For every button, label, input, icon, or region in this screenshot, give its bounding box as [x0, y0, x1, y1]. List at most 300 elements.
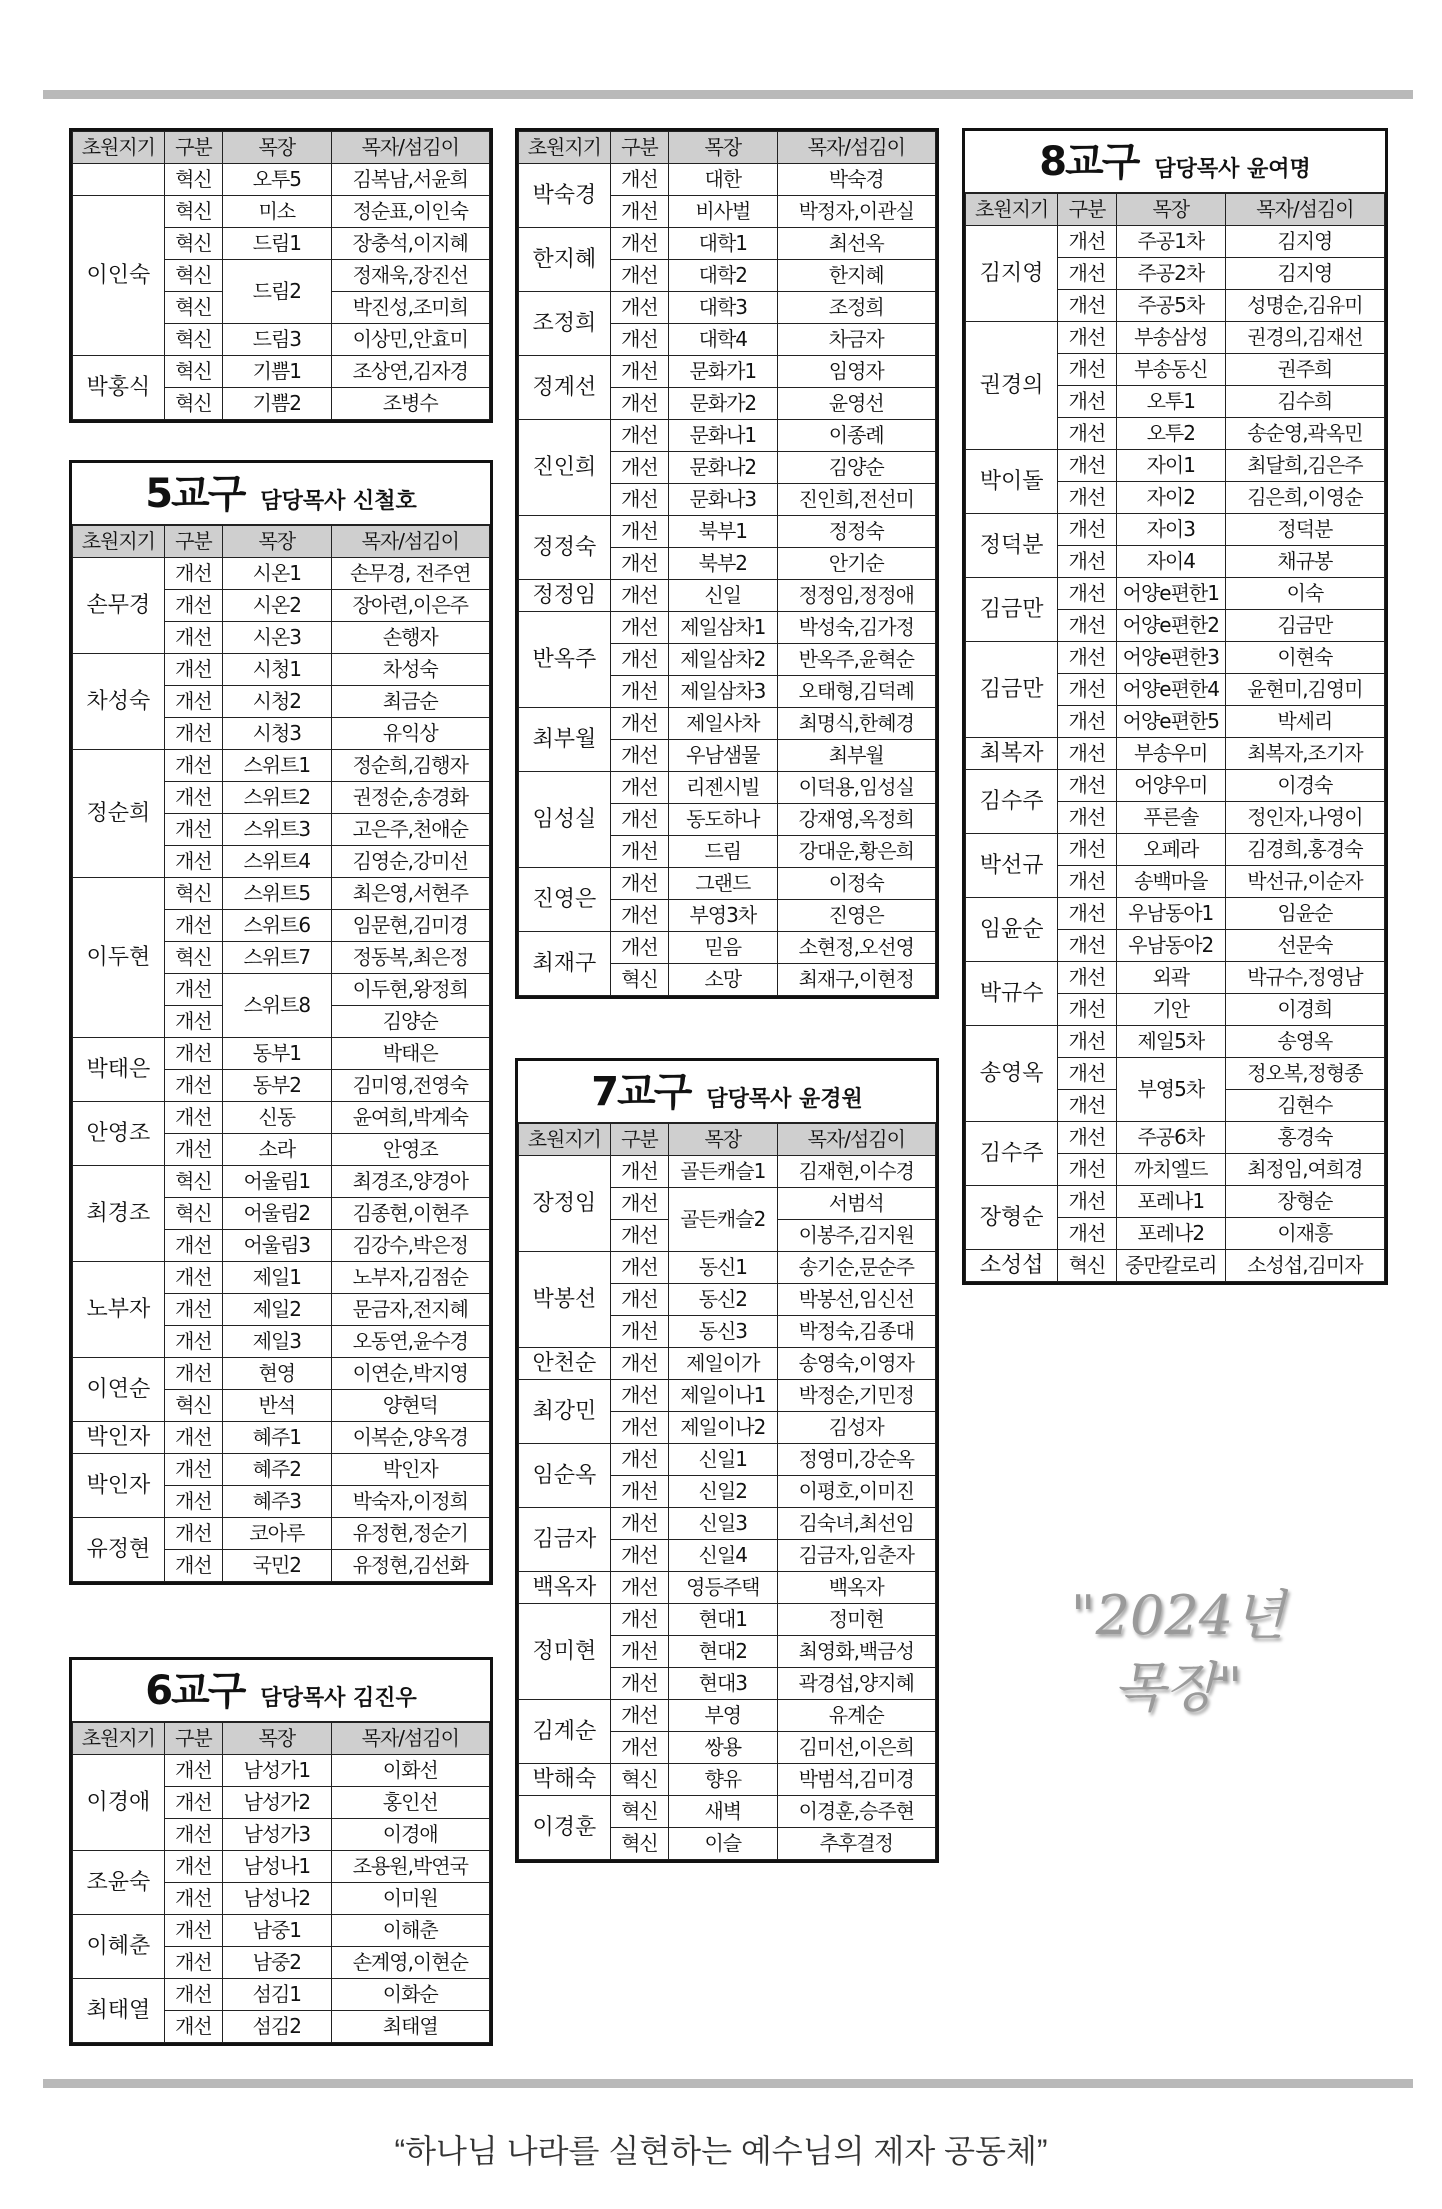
- mokjang-cell: 제일삼차3: [669, 676, 777, 708]
- type-cell: 개선: [610, 612, 668, 644]
- mokjang-cell: 주공5차: [1116, 290, 1225, 322]
- host-cell: 최태열: [331, 2011, 489, 2043]
- type-cell: 개선: [164, 910, 222, 942]
- type-cell: 개선: [164, 590, 222, 622]
- table-row: [519, 356, 936, 388]
- host-cell: 최명식,한혜경: [777, 708, 935, 740]
- table-row: [73, 1166, 490, 1198]
- mokjang-cell: 스위트6: [223, 910, 331, 942]
- column-header: 목장: [223, 526, 331, 558]
- host-cell: 홍인선: [331, 1787, 489, 1819]
- mokjang-cell: 시청2: [223, 686, 331, 718]
- table-row: [73, 1518, 490, 1550]
- district-pastor: 담당목사 윤여명: [1154, 157, 1311, 182]
- host-cell: 정재욱,장진선: [331, 260, 489, 292]
- type-cell: 개선: [610, 356, 668, 388]
- type-cell: 개선: [610, 644, 668, 676]
- mokjang-cell: 대학1: [669, 228, 777, 260]
- header-row: [73, 526, 490, 558]
- type-cell: 개선: [610, 1156, 668, 1188]
- type-cell: 개선: [610, 1732, 668, 1764]
- host-cell: 양현덕: [331, 1390, 489, 1422]
- mokjang-cell: 신일: [669, 580, 777, 612]
- type-cell: 개선: [610, 1252, 668, 1284]
- mokjang-cell: 포레나1: [1116, 1186, 1225, 1218]
- host-cell: 김금만: [1225, 610, 1384, 642]
- type-cell: 개선: [164, 1294, 222, 1326]
- host-cell: 이재흥: [1225, 1218, 1384, 1250]
- mokjang-cell: 중만칼로리: [1116, 1250, 1225, 1282]
- host-cell: 이경훈,승주현: [777, 1796, 935, 1828]
- host-cell: 정정임,정정애: [777, 580, 935, 612]
- mokjang-cell: 제일이나1: [669, 1380, 777, 1412]
- table-row: [73, 1851, 490, 1883]
- host-cell: 노부자,김점순: [331, 1262, 489, 1294]
- mokjang-cell: 포레나2: [1116, 1218, 1225, 1250]
- mokjang-cell: 동도하나: [669, 804, 777, 836]
- host-cell: 정영미,강순옥: [777, 1444, 935, 1476]
- mokjang-cell: 자이2: [1116, 482, 1225, 514]
- mokjang-cell: 드림1: [223, 228, 331, 260]
- mokjang-cell: 기안: [1116, 994, 1225, 1026]
- type-cell: 혁신: [164, 324, 222, 356]
- type-cell: 개선: [1058, 994, 1117, 1026]
- type-cell: 개선: [1058, 546, 1117, 578]
- roster-table-district-5: [69, 460, 493, 1585]
- host-cell: 송순영,곽옥민: [1225, 418, 1384, 450]
- type-cell: 개선: [164, 1819, 222, 1851]
- mokjang-cell: 시청3: [223, 718, 331, 750]
- host-cell: 곽경섭,양지혜: [777, 1668, 935, 1700]
- mokjang-cell: 미소: [223, 196, 331, 228]
- type-cell: 개선: [610, 1188, 668, 1220]
- column-header: 초원지기: [966, 194, 1058, 226]
- host-cell: 차금자: [777, 324, 935, 356]
- host-cell: 이화순: [331, 1979, 489, 2011]
- mokjang-cell: 푸른솔: [1116, 802, 1225, 834]
- host-cell: 정오복,정형종: [1225, 1058, 1384, 1090]
- type-cell: 개선: [164, 1070, 222, 1102]
- leader-cell: 한지혜: [519, 228, 611, 292]
- mokjang-cell: 부송동신: [1116, 354, 1225, 386]
- host-cell: 이현숙: [1225, 642, 1384, 674]
- table-row: [966, 322, 1385, 354]
- leader-cell: 임윤순: [966, 898, 1058, 962]
- column-header: 구분: [164, 132, 222, 164]
- type-cell: 개선: [164, 1883, 222, 1915]
- table-row: [73, 878, 490, 910]
- host-cell: 이연순,박지영: [331, 1358, 489, 1390]
- type-cell: 개선: [164, 974, 222, 1006]
- host-cell: 박봉선,임신선: [777, 1284, 935, 1316]
- leader-cell: 진인희: [519, 420, 611, 516]
- mokjang-cell: 대학3: [669, 292, 777, 324]
- roster-table: [72, 1722, 490, 2043]
- host-cell: 최영화,백금성: [777, 1636, 935, 1668]
- mokjang-cell: 남중1: [223, 1915, 331, 1947]
- mokjang-cell: 스위트1: [223, 750, 331, 782]
- host-cell: 이경숙: [1225, 770, 1384, 802]
- host-cell: 조정희: [777, 292, 935, 324]
- type-cell: 개선: [1058, 1026, 1117, 1058]
- host-cell: 조병수: [331, 388, 489, 420]
- mokjang-cell: 어울림2: [223, 1198, 331, 1230]
- type-cell: 개선: [164, 1422, 222, 1454]
- leader-cell: 손무경: [73, 558, 165, 654]
- host-cell: 오태형,김덕례: [777, 676, 935, 708]
- type-cell: 개선: [164, 1102, 222, 1134]
- mokjang-cell: 시온2: [223, 590, 331, 622]
- host-cell: 박정자,이관실: [777, 196, 935, 228]
- mokjang-cell: 코아루: [223, 1518, 331, 1550]
- host-cell: 임문현,김미경: [331, 910, 489, 942]
- host-cell: 박성숙,김가정: [777, 612, 935, 644]
- host-cell: 장형순: [1225, 1186, 1384, 1218]
- footer-motto: “하나님 나라를 실현하는 예수님의 제자 공동체”: [394, 2133, 1048, 2169]
- host-cell: 이미원: [331, 1883, 489, 1915]
- table-row: [519, 1700, 936, 1732]
- host-cell: 윤현미,김영미: [1225, 674, 1384, 706]
- mokjang-cell: 기쁨1: [223, 356, 331, 388]
- column-header: 목장: [223, 132, 331, 164]
- type-cell: 개선: [1058, 834, 1117, 866]
- host-cell: 박태은: [331, 1038, 489, 1070]
- host-cell: 윤여희,박계숙: [331, 1102, 489, 1134]
- table-row: [73, 1422, 490, 1454]
- host-cell: 김현수: [1225, 1090, 1384, 1122]
- column-header: 목자/섬김이: [331, 526, 489, 558]
- host-cell: 박인자: [331, 1454, 489, 1486]
- mokjang-cell: 현대1: [669, 1604, 777, 1636]
- type-cell: 개선: [164, 1358, 222, 1390]
- host-cell: 최정임,여희경: [1225, 1154, 1384, 1186]
- host-cell: 유익상: [331, 718, 489, 750]
- table-row: [519, 612, 936, 644]
- roster-table: [518, 131, 936, 996]
- mokjang-cell: 주공1차: [1116, 226, 1225, 258]
- roster-table: [965, 193, 1385, 1282]
- type-cell: 개선: [610, 740, 668, 772]
- column-header: 구분: [164, 1723, 222, 1755]
- host-cell: 김양순: [331, 1006, 489, 1038]
- column-header: 초원지기: [519, 1124, 611, 1156]
- leader-cell: 김지영: [966, 226, 1058, 322]
- type-cell: 개선: [1058, 514, 1117, 546]
- table-row: [73, 196, 490, 228]
- mokjang-cell: 주공2차: [1116, 258, 1225, 290]
- type-cell: 개선: [610, 1316, 668, 1348]
- leader-cell: 정미현: [519, 1604, 611, 1700]
- type-cell: 개선: [1058, 450, 1117, 482]
- host-cell: 진인희,전선미: [777, 484, 935, 516]
- host-cell: 정동복,최은정: [331, 942, 489, 974]
- leader-cell: 장정임: [519, 1156, 611, 1252]
- district-pastor: 담당목사 윤경원: [706, 1087, 863, 1112]
- host-cell: 송영옥: [1225, 1026, 1384, 1058]
- type-cell: 개선: [1058, 1058, 1117, 1090]
- mokjang-cell: 믿음: [669, 932, 777, 964]
- host-cell: 최경조,양경아: [331, 1166, 489, 1198]
- host-cell: 김은희,이영순: [1225, 482, 1384, 514]
- leader-cell: 송영옥: [966, 1026, 1058, 1122]
- mokjang-cell: 그랜드: [669, 868, 777, 900]
- leader-cell: 정계선: [519, 356, 611, 420]
- year-stamp-line2: 목장": [1113, 1656, 1243, 1719]
- mokjang-cell: 이슬: [669, 1828, 777, 1860]
- leader-cell: 정덕분: [966, 514, 1058, 578]
- leader-cell: 임성실: [519, 772, 611, 868]
- leader-cell: 박홍식: [73, 356, 165, 420]
- mokjang-cell: 어양e편한1: [1116, 578, 1225, 610]
- mokjang-cell: 문화나1: [669, 420, 777, 452]
- mokjang-cell: 어양e편한5: [1116, 706, 1225, 738]
- host-cell: 장충석,이지혜: [331, 228, 489, 260]
- mokjang-cell: 어울림1: [223, 1166, 331, 1198]
- leader-cell: 박봉선: [519, 1252, 611, 1348]
- type-cell: 개선: [1058, 226, 1117, 258]
- leader-cell: 박인자: [73, 1422, 165, 1454]
- host-cell: 문금자,전지혜: [331, 1294, 489, 1326]
- mokjang-cell: 제일사차: [669, 708, 777, 740]
- table-row: [519, 772, 936, 804]
- mokjang-cell: 소망: [669, 964, 777, 996]
- host-cell: 권정순,송경화: [331, 782, 489, 814]
- host-cell: 박범석,김미경: [777, 1764, 935, 1796]
- column-header: 목장: [669, 1124, 777, 1156]
- host-cell: 유정현,김선화: [331, 1550, 489, 1582]
- table-row: [73, 164, 490, 196]
- type-cell: 개선: [164, 1550, 222, 1582]
- type-cell: 혁신: [164, 1166, 222, 1198]
- leader-cell: 최복자: [966, 738, 1058, 770]
- host-cell: 서범석: [777, 1188, 935, 1220]
- leader-cell: 김수주: [966, 770, 1058, 834]
- district-name: 8교구: [1039, 139, 1139, 185]
- mokjang-cell: 제일2: [223, 1294, 331, 1326]
- table-row: [73, 1915, 490, 1947]
- host-cell: 최은영,서현주: [331, 878, 489, 910]
- table-row: [73, 356, 490, 388]
- table-row: [966, 834, 1385, 866]
- type-cell: 개선: [1058, 1090, 1117, 1122]
- district-name: 6교구: [145, 1668, 245, 1714]
- type-cell: 개선: [1058, 290, 1117, 322]
- mokjang-cell: 동신3: [669, 1316, 777, 1348]
- type-cell: 개선: [1058, 1186, 1117, 1218]
- leader-cell: 이경훈: [519, 1796, 611, 1860]
- column-header: 구분: [610, 132, 668, 164]
- column-header: 초원지기: [519, 132, 611, 164]
- leader-cell: 이인숙: [73, 196, 165, 356]
- mokjang-cell: 제일삼차1: [669, 612, 777, 644]
- host-cell: 김성자: [777, 1412, 935, 1444]
- column-header: 목자/섬김이: [1225, 194, 1384, 226]
- mokjang-cell: 드림3: [223, 324, 331, 356]
- mokjang-cell: 동부1: [223, 1038, 331, 1070]
- mokjang-cell: 오투5: [223, 164, 331, 196]
- host-cell: 차성숙: [331, 654, 489, 686]
- mokjang-cell: 어양e편한4: [1116, 674, 1225, 706]
- host-cell: 손무경, 전주연: [331, 558, 489, 590]
- mokjang-cell: 동부2: [223, 1070, 331, 1102]
- table-row: [73, 1038, 490, 1070]
- host-cell: 강대운,황은희: [777, 836, 935, 868]
- host-cell: 오동연,윤수경: [331, 1326, 489, 1358]
- roster-table: [518, 1123, 936, 1860]
- type-cell: 개선: [164, 1979, 222, 2011]
- district-title: [72, 1660, 490, 1722]
- type-cell: 개선: [1058, 898, 1117, 930]
- host-cell: 김수희: [1225, 386, 1384, 418]
- type-cell: 개선: [164, 750, 222, 782]
- host-cell: 강재영,옥정희: [777, 804, 935, 836]
- table-row: [966, 1122, 1385, 1154]
- type-cell: 개선: [610, 1412, 668, 1444]
- table-row: [73, 654, 490, 686]
- table-row: [519, 228, 936, 260]
- host-cell: 김양순: [777, 452, 935, 484]
- type-cell: 개선: [164, 1038, 222, 1070]
- host-cell: 김숙녀,최선임: [777, 1508, 935, 1540]
- type-cell: 개선: [610, 1380, 668, 1412]
- mokjang-cell: 드림: [669, 836, 777, 868]
- mokjang-cell: 남성나1: [223, 1851, 331, 1883]
- type-cell: 혁신: [164, 292, 222, 324]
- type-cell: 혁신: [164, 942, 222, 974]
- table-row: [73, 1979, 490, 2011]
- table-row: [519, 1252, 936, 1284]
- type-cell: 개선: [164, 2011, 222, 2043]
- type-cell: 개선: [164, 1134, 222, 1166]
- leader-cell: 반옥주: [519, 612, 611, 708]
- host-cell: 박숙자,이정희: [331, 1486, 489, 1518]
- mokjang-cell: 우남동아2: [1116, 930, 1225, 962]
- host-cell: 박진성,조미희: [331, 292, 489, 324]
- mokjang-cell: 제일이나2: [669, 1412, 777, 1444]
- type-cell: 개선: [1058, 322, 1117, 354]
- leader-cell: 장형순: [966, 1186, 1058, 1250]
- mokjang-cell: 국민2: [223, 1550, 331, 1582]
- type-cell: 개선: [1058, 770, 1117, 802]
- mokjang-cell: 부송우미: [1116, 738, 1225, 770]
- type-cell: 개선: [610, 836, 668, 868]
- table-row: [73, 1454, 490, 1486]
- host-cell: 조상연,김자경: [331, 356, 489, 388]
- leader-cell: [73, 164, 165, 196]
- host-cell: 김강수,박은정: [331, 1230, 489, 1262]
- leader-cell: 최태열: [73, 1979, 165, 2043]
- host-cell: 백옥자: [777, 1572, 935, 1604]
- mokjang-cell: 신일1: [669, 1444, 777, 1476]
- host-cell: 최재구,이현정: [777, 964, 935, 996]
- leader-cell: 유정현: [73, 1518, 165, 1582]
- mokjang-cell: 대학4: [669, 324, 777, 356]
- type-cell: 개선: [164, 718, 222, 750]
- type-cell: 개선: [610, 804, 668, 836]
- table-row: [519, 1796, 936, 1828]
- type-cell: 개선: [610, 580, 668, 612]
- type-cell: 개선: [610, 772, 668, 804]
- type-cell: 개선: [164, 1326, 222, 1358]
- host-cell: 이경희: [1225, 994, 1384, 1026]
- leader-cell: 김금만: [966, 578, 1058, 642]
- roster-table-district-7: [515, 1058, 939, 1863]
- type-cell: 개선: [164, 654, 222, 686]
- type-cell: 개선: [1058, 642, 1117, 674]
- mokjang-cell: 시온1: [223, 558, 331, 590]
- mokjang-cell: 스위트7: [223, 942, 331, 974]
- type-cell: 혁신: [610, 1828, 668, 1860]
- mokjang-cell: 북부2: [669, 548, 777, 580]
- table-row: [966, 1186, 1385, 1218]
- table-row: [73, 558, 490, 590]
- leader-cell: 정순희: [73, 750, 165, 878]
- host-cell: 최복자,조기자: [1225, 738, 1384, 770]
- type-cell: 혁신: [164, 164, 222, 196]
- host-cell: 이평호,이미진: [777, 1476, 935, 1508]
- mokjang-cell: 우남동아1: [1116, 898, 1225, 930]
- mokjang-cell: 외곽: [1116, 962, 1225, 994]
- host-cell: 이경애: [331, 1819, 489, 1851]
- column-header: 목자/섬김이: [777, 1124, 935, 1156]
- table-row: [966, 450, 1385, 482]
- host-cell: 박세리: [1225, 706, 1384, 738]
- column-header: 초원지기: [73, 132, 165, 164]
- leader-cell: 이두현: [73, 878, 165, 1038]
- host-cell: 송기순,문순주: [777, 1252, 935, 1284]
- host-cell: 최부월: [777, 740, 935, 772]
- type-cell: 개선: [164, 1518, 222, 1550]
- host-cell: 홍경숙: [1225, 1122, 1384, 1154]
- leader-cell: 조윤숙: [73, 1851, 165, 1915]
- leader-cell: 이경애: [73, 1755, 165, 1851]
- mokjang-cell: 기쁨2: [223, 388, 331, 420]
- mokjang-cell: 신일4: [669, 1540, 777, 1572]
- mokjang-cell: 신동: [223, 1102, 331, 1134]
- mokjang-cell: 북부1: [669, 516, 777, 548]
- column-header: 목장: [223, 1723, 331, 1755]
- mokjang-cell: 스위트5: [223, 878, 331, 910]
- type-cell: 개선: [610, 324, 668, 356]
- mokjang-cell: 오투2: [1116, 418, 1225, 450]
- host-cell: 한지혜: [777, 260, 935, 292]
- type-cell: 개선: [164, 1230, 222, 1262]
- district-name: 5교구: [145, 471, 245, 517]
- host-cell: 김미선,이은희: [777, 1732, 935, 1764]
- host-cell: 손행자: [331, 622, 489, 654]
- host-cell: 김재현,이수경: [777, 1156, 935, 1188]
- host-cell: 선문숙: [1225, 930, 1384, 962]
- type-cell: 개선: [164, 686, 222, 718]
- type-cell: 개선: [610, 228, 668, 260]
- mokjang-cell: 문화나3: [669, 484, 777, 516]
- type-cell: 개선: [164, 1915, 222, 1947]
- roster-table-district-8: [962, 128, 1388, 1285]
- table-row: [966, 898, 1385, 930]
- host-cell: 손계영,이현순: [331, 1947, 489, 1979]
- mokjang-cell: 혜주3: [223, 1486, 331, 1518]
- host-cell: 임윤순: [1225, 898, 1384, 930]
- host-cell: 이복순,양옥경: [331, 1422, 489, 1454]
- mokjang-cell: 송백마을: [1116, 866, 1225, 898]
- host-cell: 박정순,기민정: [777, 1380, 935, 1412]
- table-row: [519, 868, 936, 900]
- mokjang-cell: 스위트8: [223, 974, 331, 1038]
- type-cell: 개선: [164, 1851, 222, 1883]
- type-cell: 개선: [1058, 258, 1117, 290]
- mokjang-cell: 동신2: [669, 1284, 777, 1316]
- mokjang-cell: 드림2: [223, 260, 331, 324]
